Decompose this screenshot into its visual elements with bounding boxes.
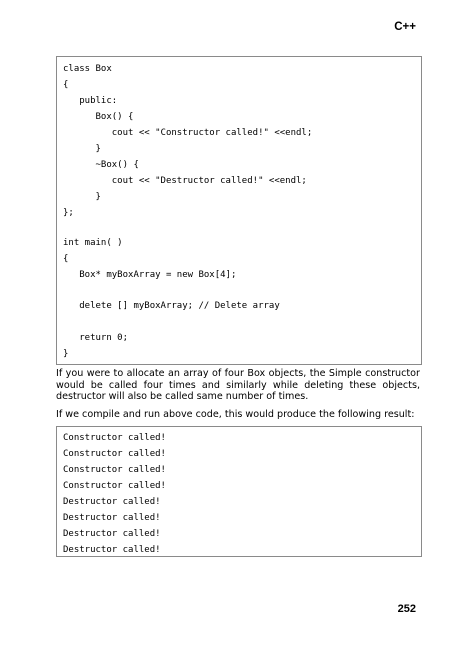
output-line: Constructor called! [63,465,166,475]
page-number: 252 [397,603,416,615]
code-line: } [63,144,101,154]
code-line: Box* myBoxArray = new Box[4]; [63,270,237,280]
code-line: public: [63,96,118,106]
output-block [56,426,422,557]
output-line: Constructor called! [63,449,166,459]
output-line: Destructor called! [63,529,161,539]
code-line: class Box [63,64,112,74]
code-line: } [63,349,69,359]
code-line: delete [] myBoxArray; // Delete array [63,301,280,311]
output-line: Constructor called! [63,433,166,443]
code-line: } [63,192,101,202]
output-line: Constructor called! [63,481,166,491]
code-line: }; [63,208,74,218]
code-line: return 0; [63,333,129,343]
code-block [56,56,422,365]
code-line: cout << "Destructor called!" <<endl; [63,176,307,186]
code-line: cout << "Constructor called!" <<endl; [63,128,313,138]
body-paragraph: If we compile and run above code, this would produce the following result: [56,409,415,420]
running-header: C++ [394,21,416,33]
output-line: Destructor called! [63,545,161,555]
code-line: { [63,254,69,264]
body-paragraph: If you were to allocate an array of four Box objects, the Simple constructor would be called four times and similarly while deleting these objects, destructor will also be called same number of times. [56,368,420,402]
code-line: Box() { [63,112,134,122]
code-line: int main( ) [63,238,123,248]
output-line: Destructor called! [63,497,161,507]
output-line: Destructor called! [63,513,161,523]
code-line: ~Box() { [63,160,139,170]
code-line: { [63,80,69,90]
